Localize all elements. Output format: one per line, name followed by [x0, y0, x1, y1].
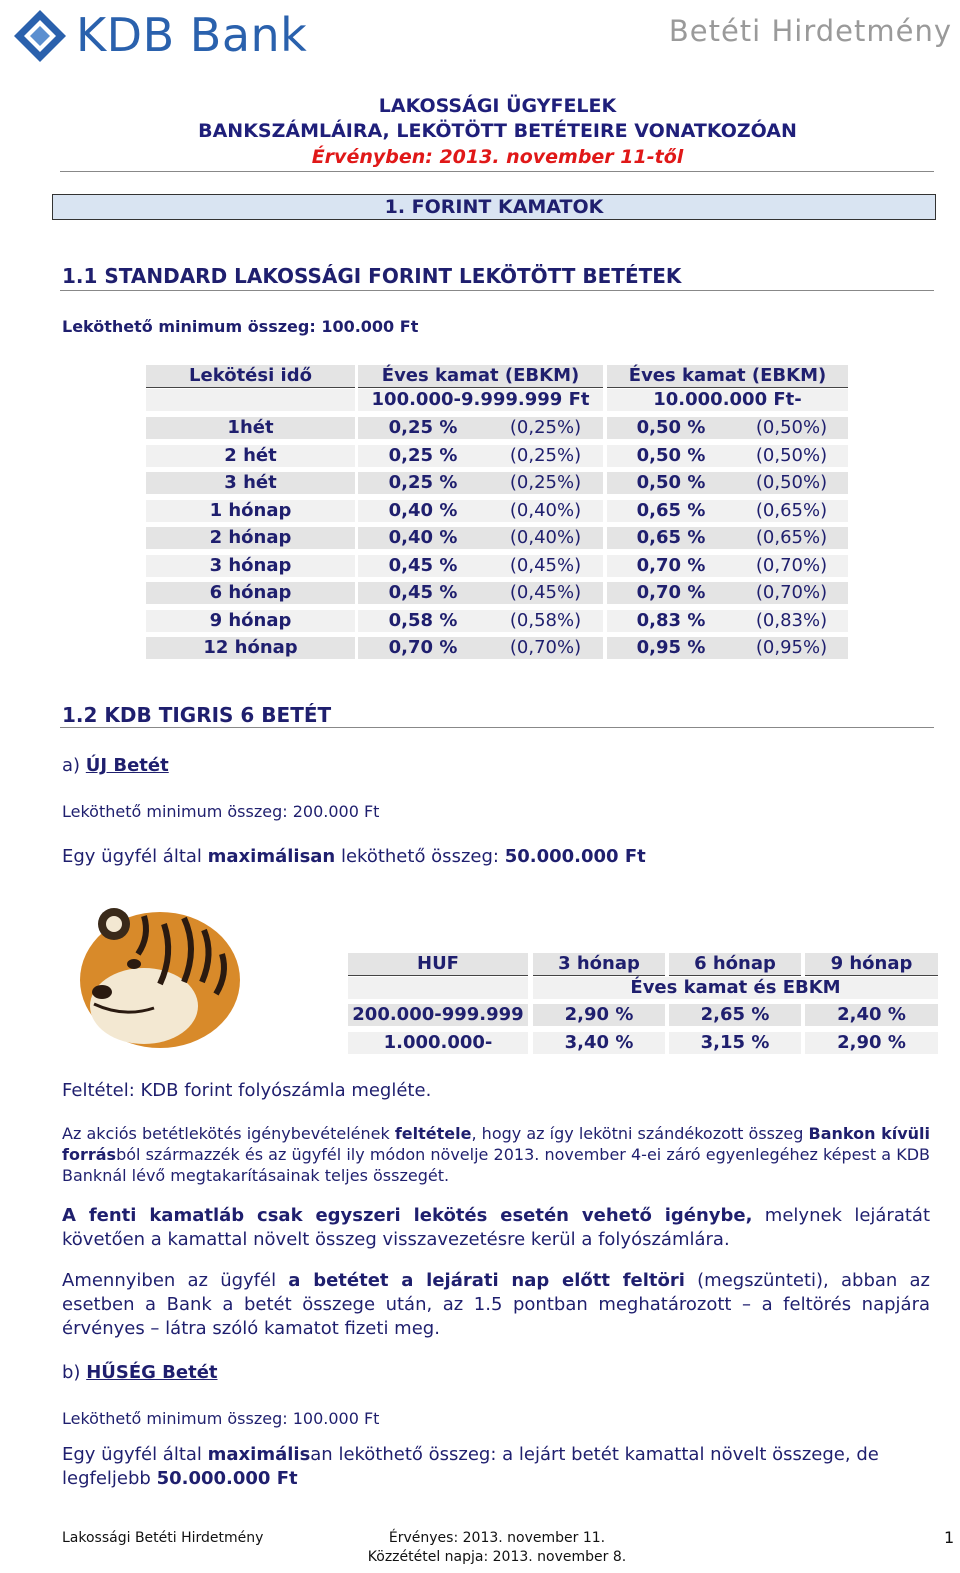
table-cell-e1: (0,40%)	[509, 527, 582, 548]
divider	[60, 727, 934, 728]
divider	[60, 290, 934, 291]
table-cell-term: 2 hónap	[209, 527, 292, 548]
p2-text: melynek lejáratát követően a kamattal növelt összeg visszavezetésre kerül a folyószámlára.	[62, 1205, 931, 1250]
table-cell-term: 3 hónap	[209, 554, 292, 576]
t2-subheader: Éves kamat és EBKM	[533, 977, 938, 999]
table-cell-term: 6 hónap	[209, 582, 292, 603]
t2-cell-band: 1.000.000-	[348, 1032, 528, 1054]
table-cell-r1: 0,25 %	[388, 417, 458, 438]
paragraph-condition	[62, 1123, 930, 1186]
table-cell-e1: (0,25%)	[509, 444, 582, 466]
b-max-bold: maximális	[207, 1444, 311, 1465]
document-type: Betéti Hirdetmény	[668, 14, 952, 48]
max-text-2: leköthető összeg:	[335, 846, 505, 867]
table-cell-r2: 0,70 %	[636, 582, 706, 603]
paragraph-early-withdrawal	[62, 1269, 930, 1341]
col-header-term: Lekötési idő	[146, 365, 355, 388]
table-cell-r1: 0,58 %	[388, 609, 458, 631]
table-cell-e1: (0,25%)	[509, 417, 582, 438]
table-cell-r1: 0,25 %	[388, 444, 458, 466]
table-cell-e1: (0,58%)	[509, 609, 582, 631]
table-cell-e2: (0,50%)	[755, 417, 828, 438]
table-cell-r1: 0,40 %	[388, 499, 458, 521]
b-max-amount: 50.000.000 Ft	[156, 1468, 298, 1489]
section-1-title: 1. FORINT KAMATOK	[52, 194, 936, 220]
table-cell-r2: 0,83 %	[636, 609, 706, 631]
table-cell-r1: 0,45 %	[388, 554, 458, 576]
t2-header-9m: 9 hónap	[805, 953, 938, 976]
logo-text: KDB Bank	[76, 8, 308, 62]
table-cell-r2: 0,70 %	[636, 554, 706, 576]
table-cell-e2: (0,95%)	[755, 637, 828, 658]
t2-cell-band: 200.000-999.999	[348, 1004, 528, 1026]
b-max-text-2: an leköthető összeg: a lejárt betét kamattal növelt összege, de legfeljebb	[62, 1444, 879, 1489]
table-cell-r2: 0,95 %	[636, 637, 706, 658]
page-number: 1	[944, 1528, 955, 1547]
table-cell-e2: (0,50%)	[755, 444, 828, 466]
t2-cell-m3: 2,90 %	[533, 1004, 665, 1026]
validity-date: Érvényben: 2013. november 11-től	[311, 146, 684, 168]
p1-text-1: Az akciós betétlekötés igénybevételének	[62, 1124, 395, 1143]
option-b-heading	[62, 1362, 218, 1383]
max-amount-value: 50.000.000 Ft	[504, 846, 646, 867]
option-b-prefix: b)	[62, 1362, 81, 1383]
p3-bold: a betétet a lejárati nap előtt feltöri	[288, 1270, 685, 1291]
footer-published: Közzététel napja: 2013. november 8.	[367, 1549, 627, 1565]
table-cell-e2: (0,50%)	[755, 472, 828, 493]
col-header-rate-1: Éves kamat (EBKM)	[358, 365, 603, 388]
condition-text: Feltétel: KDB forint folyószámla megléte.	[62, 1080, 432, 1101]
title-line-1: LAKOSSÁGI ÜGYFELEK	[378, 95, 617, 117]
table-cell-e1: (0,45%)	[509, 582, 582, 603]
t2-cell-m9: 2,40 %	[805, 1004, 938, 1026]
table-cell-e2: (0,65%)	[755, 499, 828, 521]
table-cell-r2: 0,50 %	[636, 444, 706, 466]
p3-text-1: Amennyiben az ügyfél	[62, 1270, 289, 1291]
option-b-label: HŰSÉG Betét	[86, 1362, 218, 1383]
tigris-min-amount: Leköthető minimum összeg: 200.000 Ft	[62, 802, 380, 821]
t2-header-3m: 3 hónap	[533, 953, 665, 976]
table-cell-e1: (0,40%)	[509, 499, 582, 521]
p1-bold-1: feltétele	[394, 1124, 472, 1143]
table-cell-e1: (0,70%)	[509, 637, 582, 658]
table-cell-term: 2 hét	[224, 444, 277, 466]
table-cell-term: 3 hét	[224, 472, 277, 493]
t2-header-6m: 6 hónap	[669, 953, 801, 976]
table-cell-term: 1 hónap	[209, 499, 292, 521]
table-cell-r2: 0,50 %	[636, 417, 706, 438]
table-cell-e2: (0,83%)	[755, 609, 828, 631]
col-header-rate-2: Éves kamat (EBKM)	[607, 365, 848, 388]
t2-cell-m6: 3,15 %	[669, 1032, 801, 1054]
t2-cell-m3: 3,40 %	[533, 1032, 665, 1054]
subsection-1-2-title: 1.2 KDB TIGRIS 6 BETÉT	[62, 703, 332, 727]
table-cell-r2: 0,50 %	[636, 472, 706, 493]
max-text-bold: maximálisan	[207, 846, 336, 867]
table-cell-term: 9 hónap	[209, 609, 292, 631]
table-cell-term: 12 hónap	[203, 637, 298, 658]
table-cell-e1: (0,45%)	[509, 554, 582, 576]
p1-bold-2: Bankon kívüli forrás	[62, 1124, 931, 1164]
t2-subheader-empty	[348, 977, 528, 999]
t2-cell-m6: 2,65 %	[669, 1004, 801, 1026]
tigris-max-amount	[62, 846, 646, 867]
table-cell-e2: (0,70%)	[755, 582, 828, 603]
p1-text-2: , hogy az így lekötni szándékozott összeg	[471, 1124, 809, 1143]
min-amount: Leköthető minimum összeg: 100.000 Ft	[62, 317, 419, 336]
table-cell-r1: 0,25 %	[388, 472, 458, 493]
table-cell-r1: 0,45 %	[388, 582, 458, 603]
table-cell-r2: 0,65 %	[636, 499, 706, 521]
option-a-prefix: a)	[62, 755, 81, 776]
paragraph-one-time	[62, 1204, 930, 1252]
tiger-image	[74, 894, 242, 1054]
husegmin-amount: Leköthető minimum összeg: 100.000 Ft	[62, 1409, 380, 1428]
col-subheader-empty	[146, 389, 355, 411]
title-line-2: BANKSZÁMLÁIRA, LEKÖTÖTT BETÉTEIRE VONATKOZÓAN	[198, 120, 797, 142]
kdb-logo-icon	[10, 8, 70, 64]
footer-left: Lakossági Betéti Hirdetmény	[62, 1530, 264, 1546]
table-cell-r1: 0,40 %	[388, 527, 458, 548]
col-subheader-band-2: 10.000.000 Ft-	[607, 389, 848, 411]
p3-text-2: (megszünteti), abban az esetben a Bank a betét összege után, az 1.5 pontban meghatározott – a feltörés napjára érvényes – látra szóló kamatot fizeti meg.	[62, 1270, 930, 1339]
max-text-1: Egy ügyfél által	[62, 846, 208, 867]
subsection-1-1-title: 1.1 STANDARD LAKOSSÁGI FORINT LEKÖTÖTT BETÉTEK	[62, 264, 682, 288]
table-cell-e2: (0,65%)	[755, 527, 828, 548]
husegmax-amount	[62, 1443, 930, 1491]
b-max-text-1: Egy ügyfél által	[62, 1444, 208, 1465]
table-cell-r1: 0,70 %	[388, 637, 458, 658]
table-cell-r2: 0,65 %	[636, 527, 706, 548]
option-a-heading	[62, 755, 169, 776]
t2-header-huf: HUF	[348, 953, 528, 976]
p1-text-3: ból származzék és az ügyfél ily módon növelje 2013. november 4-ei záró egyenlegéhez képest a KDB Banknál lévő megtakarításainak teljes összegét.	[62, 1145, 930, 1185]
footer-valid: Érvényes: 2013. november 11.	[388, 1530, 606, 1546]
t2-cell-m9: 2,90 %	[805, 1032, 938, 1054]
table-cell-e1: (0,25%)	[509, 472, 582, 493]
table-cell-term: 1hét	[227, 417, 274, 438]
col-subheader-band-1: 100.000-9.999.999 Ft	[358, 389, 603, 411]
table-cell-e2: (0,70%)	[755, 554, 828, 576]
divider	[60, 171, 934, 172]
option-a-label: ÚJ Betét	[85, 755, 169, 776]
p2-bold: A fenti kamatláb csak egyszeri lekötés esetén vehető igénybe,	[62, 1205, 753, 1226]
